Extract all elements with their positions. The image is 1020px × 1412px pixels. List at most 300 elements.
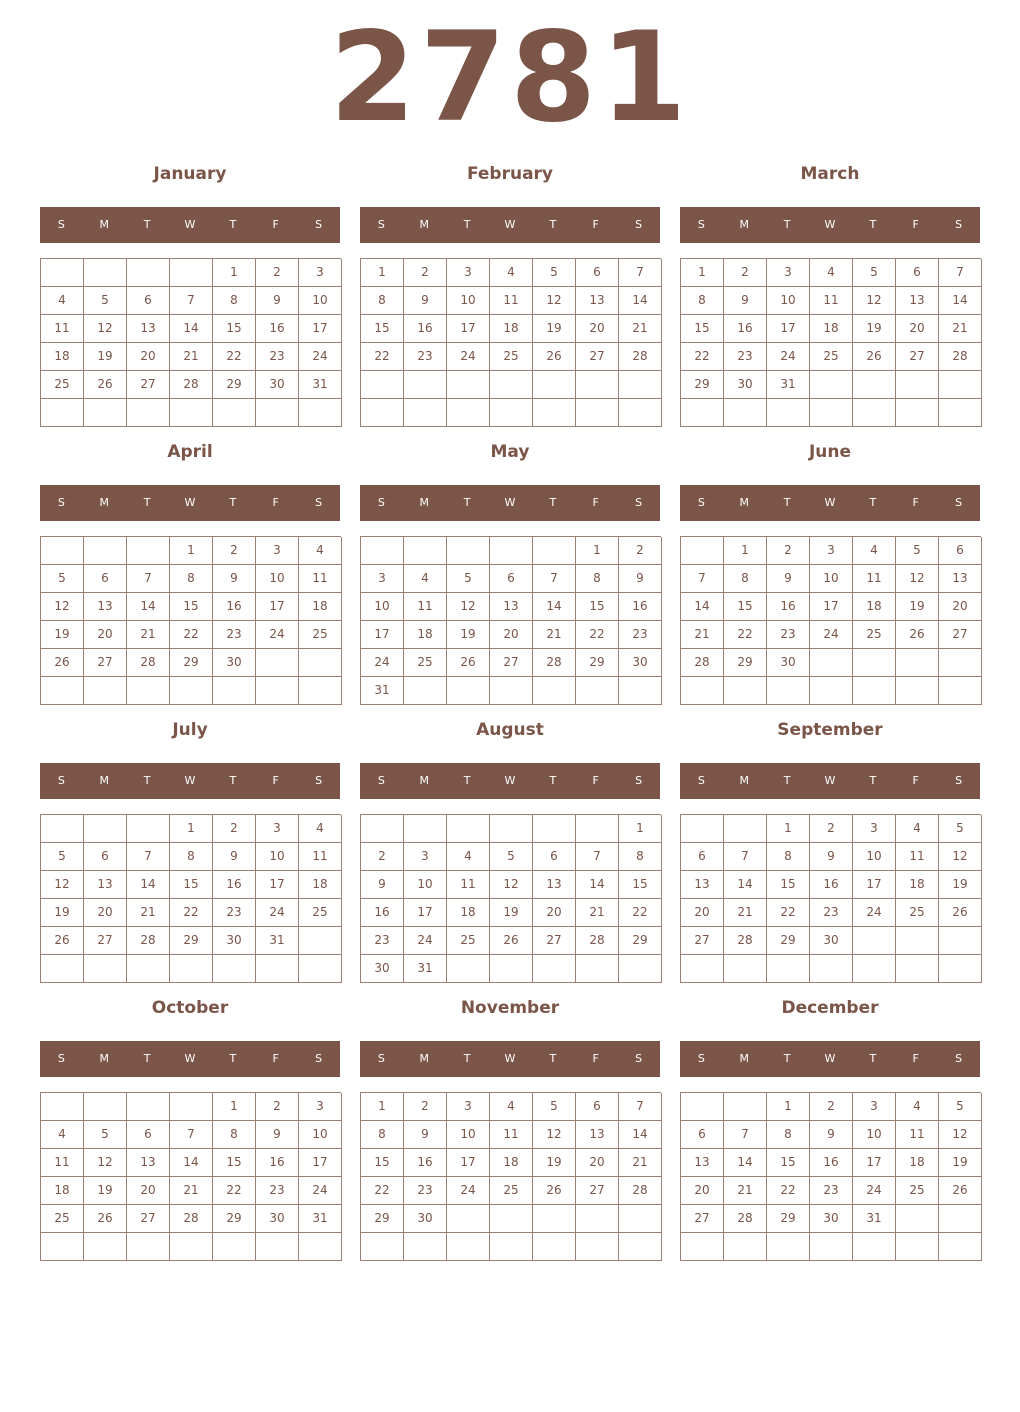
day-cell: 5 bbox=[896, 537, 939, 565]
day-cell: 25 bbox=[896, 1177, 939, 1205]
weekday-label: S bbox=[377, 218, 385, 231]
day-cell: 29 bbox=[767, 927, 810, 955]
day-cell: 27 bbox=[896, 343, 939, 371]
day-cell: 9 bbox=[810, 1121, 853, 1149]
day-cell: 29 bbox=[213, 1205, 256, 1233]
day-cell: 12 bbox=[447, 593, 490, 621]
weekday-header bbox=[680, 485, 980, 521]
day-cell: 13 bbox=[576, 287, 619, 315]
day-cell: 9 bbox=[404, 287, 447, 315]
weekday-label: F bbox=[272, 218, 279, 231]
day-cell: 17 bbox=[256, 593, 299, 621]
day-cell: 11 bbox=[404, 593, 447, 621]
empty-cell bbox=[127, 955, 170, 983]
empty-cell bbox=[170, 259, 213, 287]
weekday-label: S bbox=[635, 774, 643, 787]
weekday-header bbox=[40, 763, 340, 799]
empty-cell bbox=[576, 371, 619, 399]
day-cell: 19 bbox=[84, 343, 127, 371]
day-cell: 19 bbox=[853, 315, 896, 343]
day-cell: 15 bbox=[767, 871, 810, 899]
days-grid bbox=[680, 258, 981, 427]
day-cell: 2 bbox=[724, 259, 767, 287]
day-cell: 3 bbox=[299, 259, 342, 287]
day-cell: 4 bbox=[299, 815, 342, 843]
day-cell: 22 bbox=[724, 621, 767, 649]
weekday-label: T bbox=[229, 218, 237, 231]
day-cell: 14 bbox=[533, 593, 576, 621]
day-cell: 27 bbox=[127, 1205, 170, 1233]
weekday-label: S bbox=[697, 774, 705, 787]
empty-cell bbox=[447, 815, 490, 843]
empty-cell bbox=[84, 537, 127, 565]
weekday-label: S bbox=[635, 496, 643, 509]
day-cell: 1 bbox=[361, 259, 404, 287]
day-cell: 28 bbox=[170, 1205, 213, 1233]
day-cell: 18 bbox=[490, 315, 533, 343]
weekday-label: M bbox=[99, 1052, 110, 1065]
day-cell: 23 bbox=[810, 899, 853, 927]
day-cell: 26 bbox=[533, 343, 576, 371]
empty-cell bbox=[170, 399, 213, 427]
day-cell: 19 bbox=[896, 593, 939, 621]
weekday-header bbox=[680, 207, 980, 243]
weekday-label: W bbox=[824, 774, 836, 787]
weekday-label: S bbox=[697, 1052, 705, 1065]
empty-cell bbox=[853, 399, 896, 427]
day-cell: 20 bbox=[896, 315, 939, 343]
day-cell: 16 bbox=[810, 1149, 853, 1177]
day-cell: 30 bbox=[619, 649, 662, 677]
day-cell: 27 bbox=[939, 621, 982, 649]
empty-cell bbox=[939, 1233, 982, 1261]
day-cell: 30 bbox=[724, 371, 767, 399]
weekday-label: F bbox=[592, 496, 599, 509]
day-cell: 25 bbox=[490, 343, 533, 371]
day-cell: 8 bbox=[681, 287, 724, 315]
day-cell: 29 bbox=[681, 371, 724, 399]
weekday-label: T bbox=[869, 218, 877, 231]
empty-cell bbox=[619, 955, 662, 983]
day-cell: 6 bbox=[576, 259, 619, 287]
empty-cell bbox=[361, 537, 404, 565]
day-cell: 16 bbox=[810, 871, 853, 899]
day-cell: 16 bbox=[404, 1149, 447, 1177]
day-cell: 1 bbox=[576, 537, 619, 565]
day-cell: 27 bbox=[533, 927, 576, 955]
empty-cell bbox=[404, 537, 447, 565]
day-cell: 13 bbox=[490, 593, 533, 621]
empty-cell bbox=[213, 1233, 256, 1261]
day-cell: 3 bbox=[447, 259, 490, 287]
days-grid bbox=[40, 814, 341, 983]
day-cell: 10 bbox=[361, 593, 404, 621]
weekday-label: M bbox=[419, 774, 430, 787]
empty-cell bbox=[256, 649, 299, 677]
day-cell: 5 bbox=[939, 815, 982, 843]
empty-cell bbox=[127, 677, 170, 705]
day-cell: 4 bbox=[810, 259, 853, 287]
empty-cell bbox=[576, 815, 619, 843]
day-cell: 16 bbox=[361, 899, 404, 927]
empty-cell bbox=[939, 927, 982, 955]
empty-cell bbox=[767, 399, 810, 427]
day-cell: 11 bbox=[896, 1121, 939, 1149]
day-cell: 28 bbox=[724, 927, 767, 955]
day-cell: 26 bbox=[896, 621, 939, 649]
empty-cell bbox=[361, 815, 404, 843]
day-cell: 17 bbox=[299, 1149, 342, 1177]
day-cell: 4 bbox=[404, 565, 447, 593]
day-cell: 25 bbox=[810, 343, 853, 371]
day-cell: 23 bbox=[619, 621, 662, 649]
empty-cell bbox=[127, 259, 170, 287]
day-cell: 4 bbox=[299, 537, 342, 565]
day-cell: 7 bbox=[170, 1121, 213, 1149]
day-cell: 4 bbox=[490, 259, 533, 287]
day-cell: 5 bbox=[939, 1093, 982, 1121]
weekday-label: S bbox=[57, 774, 65, 787]
weekday-label: W bbox=[504, 774, 516, 787]
day-cell: 24 bbox=[299, 343, 342, 371]
day-cell: 30 bbox=[213, 649, 256, 677]
empty-cell bbox=[404, 677, 447, 705]
day-cell: 22 bbox=[170, 899, 213, 927]
empty-cell bbox=[939, 677, 982, 705]
empty-cell bbox=[41, 259, 84, 287]
day-cell: 16 bbox=[619, 593, 662, 621]
day-cell: 6 bbox=[681, 843, 724, 871]
day-cell: 24 bbox=[361, 649, 404, 677]
empty-cell bbox=[41, 815, 84, 843]
empty-cell bbox=[490, 371, 533, 399]
day-cell: 1 bbox=[170, 537, 213, 565]
day-cell: 29 bbox=[170, 649, 213, 677]
weekday-label: T bbox=[783, 1052, 791, 1065]
weekday-label: M bbox=[99, 496, 110, 509]
weekday-label: S bbox=[955, 1052, 963, 1065]
day-cell: 9 bbox=[619, 565, 662, 593]
weekday-label: S bbox=[315, 218, 323, 231]
days-grid bbox=[360, 1092, 661, 1261]
day-cell: 14 bbox=[127, 593, 170, 621]
day-cell: 31 bbox=[361, 677, 404, 705]
empty-cell bbox=[533, 815, 576, 843]
day-cell: 8 bbox=[767, 1121, 810, 1149]
empty-cell bbox=[447, 1205, 490, 1233]
day-cell: 28 bbox=[724, 1205, 767, 1233]
day-cell: 14 bbox=[170, 1149, 213, 1177]
weekday-label: T bbox=[783, 774, 791, 787]
day-cell: 17 bbox=[767, 315, 810, 343]
empty-cell bbox=[41, 1233, 84, 1261]
day-cell: 23 bbox=[404, 1177, 447, 1205]
day-cell: 11 bbox=[41, 1149, 84, 1177]
day-cell: 23 bbox=[256, 1177, 299, 1205]
day-cell: 6 bbox=[127, 1121, 170, 1149]
weekday-label: M bbox=[419, 496, 430, 509]
day-cell: 7 bbox=[170, 287, 213, 315]
day-cell: 8 bbox=[767, 843, 810, 871]
day-cell: 27 bbox=[681, 927, 724, 955]
day-cell: 31 bbox=[299, 1205, 342, 1233]
day-cell: 26 bbox=[490, 927, 533, 955]
day-cell: 8 bbox=[170, 565, 213, 593]
weekday-label: T bbox=[229, 496, 237, 509]
empty-cell bbox=[127, 1233, 170, 1261]
day-cell: 7 bbox=[533, 565, 576, 593]
day-cell: 2 bbox=[213, 815, 256, 843]
day-cell: 10 bbox=[767, 287, 810, 315]
day-cell: 10 bbox=[447, 1121, 490, 1149]
weekday-label: F bbox=[592, 774, 599, 787]
day-cell: 11 bbox=[447, 871, 490, 899]
weekday-label: T bbox=[229, 774, 237, 787]
day-cell: 18 bbox=[447, 899, 490, 927]
empty-cell bbox=[41, 399, 84, 427]
empty-cell bbox=[896, 1205, 939, 1233]
day-cell: 5 bbox=[41, 843, 84, 871]
weekday-header bbox=[360, 485, 660, 521]
weekday-label: T bbox=[143, 496, 151, 509]
empty-cell bbox=[447, 955, 490, 983]
day-cell: 16 bbox=[256, 315, 299, 343]
empty-cell bbox=[810, 399, 853, 427]
day-cell: 28 bbox=[127, 927, 170, 955]
weekday-label: S bbox=[955, 774, 963, 787]
day-cell: 29 bbox=[213, 371, 256, 399]
weekday-label: T bbox=[869, 1052, 877, 1065]
days-grid bbox=[680, 814, 981, 983]
day-cell: 27 bbox=[84, 649, 127, 677]
day-cell: 21 bbox=[724, 1177, 767, 1205]
weekday-label: T bbox=[463, 218, 471, 231]
day-cell: 30 bbox=[767, 649, 810, 677]
day-cell: 2 bbox=[619, 537, 662, 565]
empty-cell bbox=[896, 927, 939, 955]
day-cell: 19 bbox=[533, 315, 576, 343]
day-cell: 17 bbox=[853, 871, 896, 899]
day-cell: 16 bbox=[213, 871, 256, 899]
day-cell: 6 bbox=[490, 565, 533, 593]
day-cell: 11 bbox=[810, 287, 853, 315]
weekday-label: F bbox=[912, 496, 919, 509]
day-cell: 29 bbox=[361, 1205, 404, 1233]
day-cell: 26 bbox=[853, 343, 896, 371]
empty-cell bbox=[299, 927, 342, 955]
weekday-label: M bbox=[419, 218, 430, 231]
day-cell: 21 bbox=[170, 343, 213, 371]
day-cell: 1 bbox=[361, 1093, 404, 1121]
empty-cell bbox=[299, 399, 342, 427]
day-cell: 4 bbox=[447, 843, 490, 871]
empty-cell bbox=[490, 399, 533, 427]
day-cell: 30 bbox=[810, 927, 853, 955]
day-cell: 26 bbox=[939, 899, 982, 927]
day-cell: 4 bbox=[41, 287, 84, 315]
day-cell: 17 bbox=[361, 621, 404, 649]
day-cell: 13 bbox=[127, 315, 170, 343]
day-cell: 3 bbox=[447, 1093, 490, 1121]
day-cell: 15 bbox=[170, 871, 213, 899]
day-cell: 8 bbox=[576, 565, 619, 593]
weekday-label: S bbox=[377, 774, 385, 787]
day-cell: 16 bbox=[724, 315, 767, 343]
empty-cell bbox=[84, 677, 127, 705]
day-cell: 8 bbox=[361, 1121, 404, 1149]
weekday-label: F bbox=[272, 774, 279, 787]
day-cell: 2 bbox=[810, 1093, 853, 1121]
empty-cell bbox=[853, 927, 896, 955]
empty-cell bbox=[84, 955, 127, 983]
day-cell: 19 bbox=[41, 899, 84, 927]
day-cell: 10 bbox=[299, 287, 342, 315]
empty-cell bbox=[576, 1233, 619, 1261]
empty-cell bbox=[896, 371, 939, 399]
day-cell: 1 bbox=[213, 1093, 256, 1121]
empty-cell bbox=[896, 955, 939, 983]
days-grid bbox=[360, 536, 661, 705]
day-cell: 15 bbox=[213, 315, 256, 343]
day-cell: 24 bbox=[853, 1177, 896, 1205]
day-cell: 10 bbox=[810, 565, 853, 593]
day-cell: 8 bbox=[213, 1121, 256, 1149]
day-cell: 22 bbox=[361, 343, 404, 371]
day-cell: 9 bbox=[724, 287, 767, 315]
weekday-label: W bbox=[824, 496, 836, 509]
day-cell: 17 bbox=[299, 315, 342, 343]
day-cell: 13 bbox=[533, 871, 576, 899]
empty-cell bbox=[361, 1233, 404, 1261]
empty-cell bbox=[576, 399, 619, 427]
weekday-label: T bbox=[229, 1052, 237, 1065]
day-cell: 21 bbox=[619, 315, 662, 343]
empty-cell bbox=[724, 677, 767, 705]
day-cell: 13 bbox=[896, 287, 939, 315]
weekday-label: T bbox=[143, 1052, 151, 1065]
day-cell: 3 bbox=[361, 565, 404, 593]
day-cell: 10 bbox=[853, 843, 896, 871]
empty-cell bbox=[724, 815, 767, 843]
day-cell: 23 bbox=[213, 899, 256, 927]
empty-cell bbox=[256, 1233, 299, 1261]
day-cell: 10 bbox=[299, 1121, 342, 1149]
empty-cell bbox=[767, 1233, 810, 1261]
day-cell: 21 bbox=[681, 621, 724, 649]
day-cell: 1 bbox=[619, 815, 662, 843]
day-cell: 20 bbox=[490, 621, 533, 649]
day-cell: 3 bbox=[853, 1093, 896, 1121]
day-cell: 12 bbox=[41, 593, 84, 621]
day-cell: 6 bbox=[576, 1093, 619, 1121]
empty-cell bbox=[681, 677, 724, 705]
empty-cell bbox=[299, 677, 342, 705]
day-cell: 21 bbox=[127, 899, 170, 927]
day-cell: 10 bbox=[256, 843, 299, 871]
day-cell: 20 bbox=[681, 899, 724, 927]
empty-cell bbox=[896, 1233, 939, 1261]
day-cell: 6 bbox=[896, 259, 939, 287]
day-cell: 6 bbox=[84, 565, 127, 593]
day-cell: 25 bbox=[853, 621, 896, 649]
day-cell: 6 bbox=[939, 537, 982, 565]
day-cell: 22 bbox=[576, 621, 619, 649]
day-cell: 9 bbox=[213, 843, 256, 871]
empty-cell bbox=[84, 399, 127, 427]
day-cell: 14 bbox=[127, 871, 170, 899]
day-cell: 11 bbox=[299, 843, 342, 871]
empty-cell bbox=[170, 677, 213, 705]
day-cell: 24 bbox=[299, 1177, 342, 1205]
day-cell: 24 bbox=[767, 343, 810, 371]
day-cell: 15 bbox=[213, 1149, 256, 1177]
empty-cell bbox=[170, 955, 213, 983]
weekday-label: W bbox=[184, 1052, 196, 1065]
month-name: March bbox=[800, 164, 860, 184]
weekday-header bbox=[680, 763, 980, 799]
weekday-header bbox=[360, 1041, 660, 1077]
day-cell: 30 bbox=[404, 1205, 447, 1233]
day-cell: 31 bbox=[404, 955, 447, 983]
day-cell: 21 bbox=[724, 899, 767, 927]
day-cell: 28 bbox=[681, 649, 724, 677]
day-cell: 7 bbox=[619, 1093, 662, 1121]
weekday-label: S bbox=[697, 218, 705, 231]
month-name: August bbox=[476, 720, 544, 740]
empty-cell bbox=[681, 1093, 724, 1121]
day-cell: 15 bbox=[681, 315, 724, 343]
empty-cell bbox=[681, 955, 724, 983]
day-cell: 2 bbox=[767, 537, 810, 565]
empty-cell bbox=[447, 1233, 490, 1261]
weekday-label: T bbox=[549, 496, 557, 509]
day-cell: 24 bbox=[256, 899, 299, 927]
day-cell: 8 bbox=[724, 565, 767, 593]
days-grid bbox=[40, 258, 341, 427]
weekday-label: S bbox=[955, 496, 963, 509]
empty-cell bbox=[127, 1093, 170, 1121]
day-cell: 25 bbox=[447, 927, 490, 955]
day-cell: 30 bbox=[213, 927, 256, 955]
empty-cell bbox=[213, 399, 256, 427]
day-cell: 6 bbox=[127, 287, 170, 315]
empty-cell bbox=[256, 677, 299, 705]
weekday-label: T bbox=[463, 774, 471, 787]
day-cell: 29 bbox=[170, 927, 213, 955]
weekday-label: M bbox=[99, 218, 110, 231]
empty-cell bbox=[299, 649, 342, 677]
empty-cell bbox=[404, 371, 447, 399]
weekday-label: S bbox=[57, 218, 65, 231]
empty-cell bbox=[576, 677, 619, 705]
day-cell: 26 bbox=[41, 649, 84, 677]
day-cell: 4 bbox=[490, 1093, 533, 1121]
empty-cell bbox=[810, 955, 853, 983]
day-cell: 3 bbox=[256, 537, 299, 565]
day-cell: 12 bbox=[533, 287, 576, 315]
weekday-label: F bbox=[272, 496, 279, 509]
empty-cell bbox=[681, 399, 724, 427]
day-cell: 15 bbox=[619, 871, 662, 899]
day-cell: 14 bbox=[681, 593, 724, 621]
day-cell: 24 bbox=[447, 1177, 490, 1205]
empty-cell bbox=[939, 371, 982, 399]
day-cell: 7 bbox=[939, 259, 982, 287]
day-cell: 23 bbox=[213, 621, 256, 649]
day-cell: 19 bbox=[939, 871, 982, 899]
day-cell: 13 bbox=[939, 565, 982, 593]
day-cell: 24 bbox=[810, 621, 853, 649]
